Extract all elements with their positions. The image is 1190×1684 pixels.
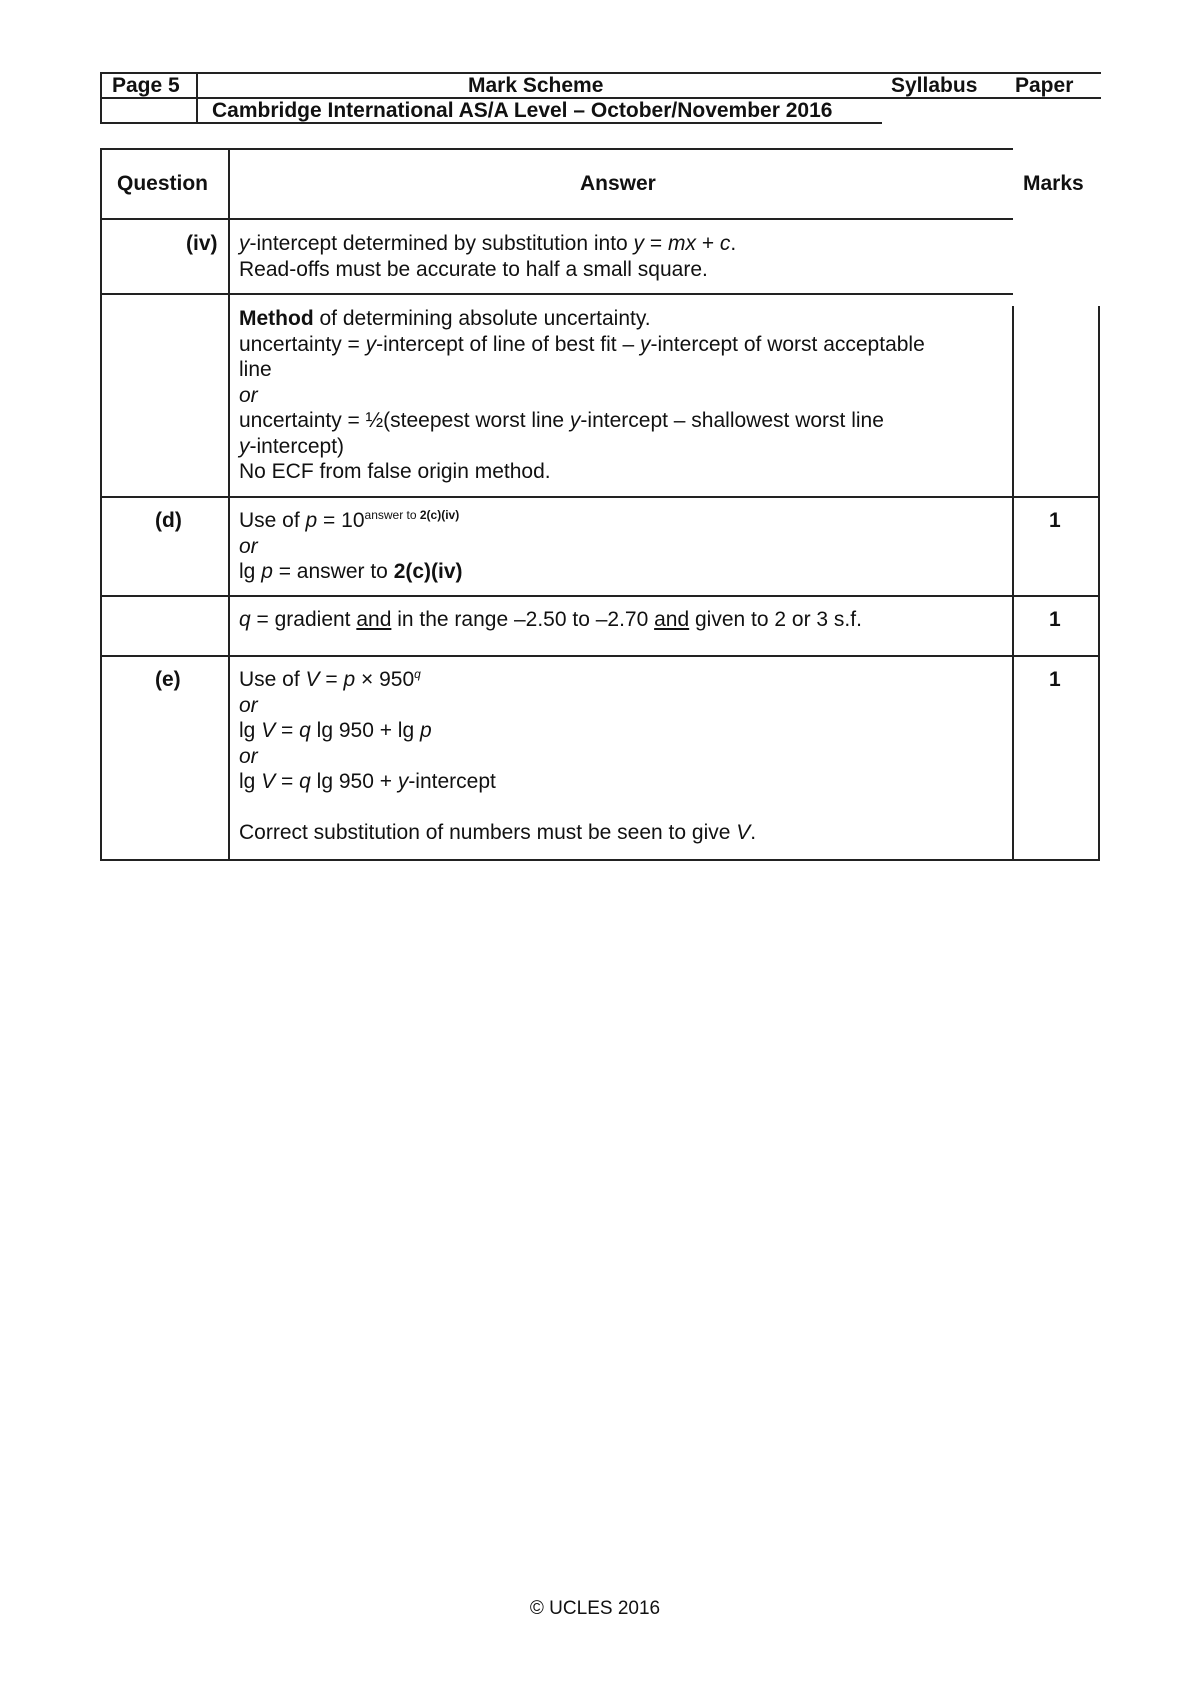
answer-cell-method: Method of determining absolute uncertainty. uncertainty = y-intercept of line of best fit – y-intercept of worst acceptable line or uncertainty = ½(steepest worst line y-intercept – shallowest worst line y-intercept) No ECF from false origin method. xyxy=(239,307,925,483)
column-header-marks: Marks xyxy=(1023,172,1084,195)
answer-cell-iv: y-intercept determined by substitution into y = mx + c. Read-offs must be accurate to half a small square. xyxy=(239,232,737,281)
mark-d: 1 xyxy=(1049,509,1061,532)
question-label-d: (d) xyxy=(155,509,182,532)
syllabus-label: Syllabus xyxy=(891,74,978,97)
mark-e: 1 xyxy=(1049,668,1061,691)
document-title: Mark Scheme xyxy=(468,74,604,97)
mark-gradient: 1 xyxy=(1049,608,1061,631)
exam-session: Cambridge International AS/A Level – October/November 2016 xyxy=(212,99,833,122)
answer-cell-e: Use of $V = p \times 950^q$ or lg V = q lg 950 + lg p or lg V = q lg 950 + y-intercept Correct substitution of numbers must be seen to give V. xyxy=(239,667,757,844)
question-label-iv: (iv) xyxy=(186,232,218,255)
column-header-question: Question xyxy=(117,172,209,195)
column-header-answer: Answer xyxy=(580,172,656,195)
page-number: Page 5 xyxy=(112,74,180,97)
answer-cell-d: Use of $p = 10^{answer to 2(c)(iv)}$ or lg p = answer to 2(c)(iv) xyxy=(239,508,463,583)
copyright-footer: © UCLES 2016 xyxy=(529,1598,661,1619)
question-label-e: (e) xyxy=(155,668,181,691)
answer-cell-gradient: q = gradient and in the range –2.50 to –2.70 and given to 2 or 3 s.f. xyxy=(239,608,862,631)
paper-label: Paper xyxy=(1015,74,1074,97)
